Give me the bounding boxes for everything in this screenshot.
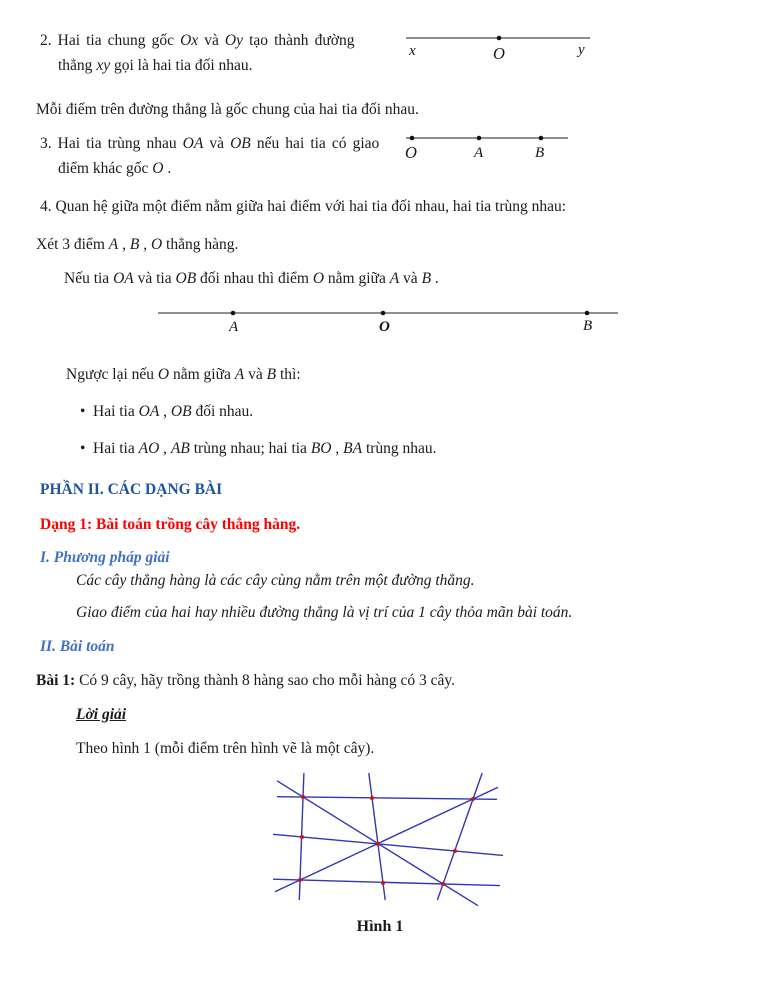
label-O: O <box>379 319 390 335</box>
text-segment: . <box>431 270 439 287</box>
text-segment: đối nhau. <box>191 403 254 420</box>
text-segment: , <box>159 440 171 457</box>
paragraph-nguoc-lai <box>66 366 301 384</box>
math-var-OB: OB <box>170 403 192 420</box>
label-O: O <box>405 143 417 162</box>
item3-line1 <box>40 131 396 156</box>
text-segment: điểm khác gốc <box>58 160 153 177</box>
math-var-OA: OA <box>138 403 160 420</box>
label-B: B <box>535 145 545 161</box>
figure-line <box>275 787 498 891</box>
figure-line <box>437 773 482 900</box>
label-B: B <box>583 318 593 334</box>
text-segment: trùng nhau; hai tia <box>189 440 311 457</box>
text-segment: nằm giữa <box>169 366 235 383</box>
text-segment: Nếu tia <box>64 270 114 287</box>
math-var-O: O <box>152 160 164 177</box>
text-segment: . <box>163 160 172 177</box>
math-var-OB: OB <box>230 135 251 152</box>
list-item-3 <box>40 131 396 181</box>
bullet-glyph: • <box>80 403 86 420</box>
math-var-B: B <box>129 236 140 253</box>
diagram-opposite-rays-xy <box>398 22 598 64</box>
text-segment: đối nhau thì điểm <box>196 270 313 287</box>
text-segment: và <box>198 32 225 49</box>
tree-point <box>381 881 385 885</box>
text-segment: và <box>203 135 231 152</box>
bullet-item-2 <box>80 440 437 458</box>
math-var-Oy: Oy <box>224 32 243 49</box>
section-heading-phan2: PHẦN II. CÁC DẠNG BÀI <box>40 481 223 498</box>
figure-line <box>369 773 385 900</box>
tree-point <box>441 882 445 886</box>
text-segment: Ngược lại nếu <box>66 366 158 383</box>
tree-point <box>453 849 457 853</box>
tree-point <box>376 842 380 846</box>
point-O-dot <box>381 311 386 316</box>
text-segment: tạo thành đường <box>243 32 355 49</box>
label-A: A <box>474 145 484 161</box>
point-B-dot <box>539 136 544 141</box>
item2-number: 2. <box>40 32 52 49</box>
method-paragraph-2: Giao điểm của hai hay nhiều đường thẳng là vị trí của 1 cây thỏa mãn bài toán. <box>76 604 573 621</box>
text-segment: Hai tia <box>93 440 139 457</box>
problem-label: Bài 1: <box>36 672 76 689</box>
heading-bai-toan: II. Bài toán <box>40 638 115 655</box>
text-segment: nếu hai tia có giao <box>250 135 380 152</box>
math-var-OA: OA <box>182 135 204 152</box>
point-A-dot <box>477 136 482 141</box>
figure-hinh1-nine-trees <box>265 770 510 910</box>
list-item-4: 4. Quan hệ giữa một điểm nằm giữa hai điểm với hai tia đối nhau, hai tia trùng nhau: <box>40 198 567 215</box>
paragraph-xet <box>36 236 238 254</box>
math-var-A: A <box>108 236 119 253</box>
point-A-dot <box>231 311 236 316</box>
math-var-AB: AB <box>170 440 190 457</box>
figure-line <box>273 834 503 855</box>
text-segment: Xét 3 điểm <box>36 236 109 253</box>
math-var-B: B <box>266 366 277 383</box>
math-var-AO: AO <box>138 440 160 457</box>
text-segment: gọi là hai tia đối nhau. <box>110 57 253 74</box>
list-item-2 <box>40 28 396 78</box>
item3-line2 <box>40 156 396 181</box>
item2-line2 <box>40 53 396 78</box>
paragraph-neu <box>64 270 439 288</box>
text-segment: trùng nhau. <box>362 440 437 457</box>
diagram-coincident-rays-OAB <box>398 126 598 164</box>
text-segment: và <box>244 366 267 383</box>
text-segment: và tia <box>133 270 176 287</box>
point-B-dot <box>585 311 590 316</box>
tree-point <box>471 797 475 801</box>
heading-phuong-phap-giai: I. Phương pháp giải <box>40 549 170 566</box>
bullet-glyph: • <box>80 440 86 457</box>
tree-point <box>301 795 305 799</box>
label-y: y <box>578 42 585 58</box>
text-segment: thẳng hàng. <box>162 236 239 253</box>
method-paragraph-1: Các cây thẳng hàng là các cây cùng nằm trên một đường thẳng. <box>76 572 475 589</box>
paragraph-theo-hinh: Theo hình 1 (mỗi điểm trên hình vẽ là một cây). <box>76 740 375 757</box>
item2-line1 <box>40 28 396 53</box>
label-A: A <box>229 319 239 335</box>
math-var-BO: BO <box>310 440 332 457</box>
math-var-OA: OA <box>113 270 134 287</box>
figure-line <box>277 797 497 800</box>
heading-loi-giai: Lời giải <box>76 706 127 723</box>
text-segment: , <box>118 236 130 253</box>
label-O: O <box>493 44 505 63</box>
tree-point <box>370 796 374 800</box>
paragraph-goc-chung: Mỗi điểm trên đường thẳng là gốc chung của hai tia đối nhau. <box>36 101 419 118</box>
text-segment: Hai tia <box>93 403 139 420</box>
math-var-O: O <box>312 270 325 287</box>
text-segment: , <box>159 403 171 420</box>
text-segment: , <box>139 236 151 253</box>
point-O-dot <box>497 36 502 41</box>
math-var-xy: xy <box>96 57 111 74</box>
text-segment: thì: <box>276 366 301 383</box>
math-var-A: A <box>389 270 400 287</box>
text-segment: và <box>399 270 422 287</box>
math-var-O: O <box>157 366 170 383</box>
math-var-OB: OB <box>175 270 197 287</box>
text-segment: Hai tia chung gốc <box>57 32 181 49</box>
problem-bai1 <box>36 672 455 690</box>
point-O-dot <box>410 136 415 141</box>
text-segment: , <box>331 440 344 457</box>
tree-point <box>300 835 304 839</box>
figure-line <box>273 879 500 885</box>
math-var-BA: BA <box>343 440 363 457</box>
math-var-O: O <box>150 236 163 253</box>
item3-number: 3. <box>40 135 52 152</box>
figure-caption: Hình 1 <box>356 918 404 935</box>
text-segment: Hai tia trùng nhau <box>57 135 183 152</box>
math-var-Ox: Ox <box>180 32 199 49</box>
tree-point <box>298 878 302 882</box>
problem-text: Có 9 cây, hãy trồng thành 8 hàng sao cho mỗi hàng có 3 cây. <box>75 672 455 689</box>
text-segment: nằm giữa <box>324 270 390 287</box>
bullet-item-1 <box>80 403 253 421</box>
label-x: x <box>409 43 416 59</box>
text-segment: thẳng <box>58 57 97 74</box>
heading-dang1: Dạng 1: Bài toán trồng cây thẳng hàng. <box>40 516 301 533</box>
math-var-A: A <box>234 366 245 383</box>
math-var-B: B <box>421 270 432 287</box>
diagram-line-AOB <box>150 298 630 336</box>
